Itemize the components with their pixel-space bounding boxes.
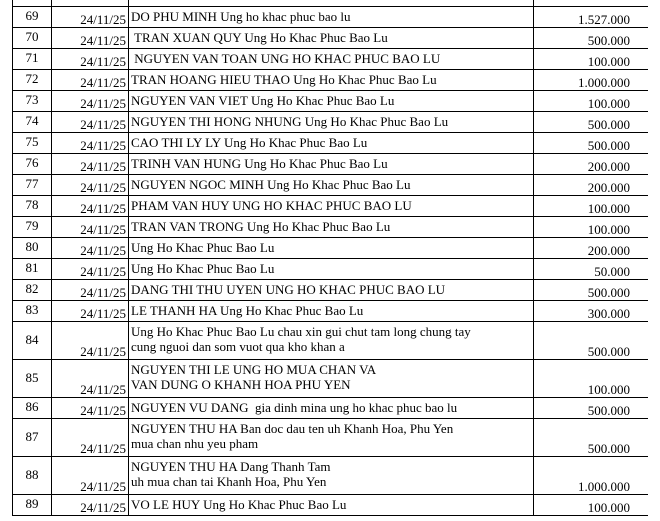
transaction-description bbox=[129, 49, 534, 70]
table-row bbox=[13, 301, 649, 322]
transaction-amount: 200.000 bbox=[534, 175, 649, 196]
row-number: 88 bbox=[13, 457, 52, 495]
donation-table-body bbox=[13, 0, 649, 516]
transaction-date: 24/11/25 bbox=[52, 70, 129, 91]
table-row bbox=[13, 280, 649, 301]
donation-table bbox=[12, 0, 648, 516]
row-number: 82 bbox=[13, 280, 52, 301]
description-line: NGUYEN THI LE UNG HO MUA CHAN VA bbox=[131, 362, 377, 377]
description-line: PHAM VAN HUY UNG HO KHAC PHUC BAO LU bbox=[131, 198, 412, 213]
transaction-date: 24/11/25 bbox=[52, 301, 129, 322]
transaction-amount: 100.000 bbox=[534, 49, 649, 70]
table-row bbox=[13, 360, 649, 398]
table-row bbox=[13, 49, 649, 70]
description-line: TRAN HOANG HIEU THAO Ung Ho Khac Phuc Bao Lu bbox=[131, 72, 437, 87]
transaction-amount: 1.000.000 bbox=[534, 70, 649, 91]
table-row bbox=[13, 495, 649, 516]
row-number: 73 bbox=[13, 91, 52, 112]
row-number: 76 bbox=[13, 154, 52, 175]
description-line: TRAN VAN TRONG Ung Ho Khac Phuc Bao Lu bbox=[131, 219, 391, 234]
table-row bbox=[13, 91, 649, 112]
table-row bbox=[13, 133, 649, 154]
transaction-description bbox=[129, 112, 534, 133]
transaction-amount: 500.000 bbox=[534, 133, 649, 154]
row-number: 71 bbox=[13, 49, 52, 70]
description-line: NGUYEN VAN TOAN UNG HO KHAC PHUC BAO LU bbox=[131, 51, 441, 66]
transaction-amount: 50.000 bbox=[534, 259, 649, 280]
transaction-amount: 500.000 bbox=[534, 398, 649, 419]
description-line: TRAN XUAN QUY Ung Ho Khac Phuc Bao Lu bbox=[131, 30, 388, 45]
transaction-description bbox=[129, 259, 534, 280]
description-line: VO LE HUY Ung Ho Khac Phuc Bao Lu bbox=[131, 497, 347, 512]
transaction-description bbox=[129, 175, 534, 196]
description-line: VAN DUNG O KHANH HOA PHU YEN bbox=[131, 377, 351, 392]
transaction-description bbox=[129, 360, 534, 398]
transaction-description bbox=[129, 154, 534, 175]
transaction-description bbox=[129, 70, 534, 91]
transaction-date: 24/11/25 bbox=[52, 217, 129, 238]
transaction-amount: 200.000 bbox=[534, 238, 649, 259]
transaction-amount: 100.000 bbox=[534, 196, 649, 217]
table-row bbox=[13, 457, 649, 495]
transaction-amount: 1.527.000 bbox=[534, 7, 649, 28]
description-line: NGUYEN VU DANG gia dinh mina ung ho khac phuc bao lu bbox=[131, 400, 458, 415]
transaction-date: 24/11/25 bbox=[52, 360, 129, 398]
description-line: Ung Ho Khac Phuc Bao Lu chau xin gui chut tam long chung tay bbox=[131, 324, 471, 339]
transaction-description bbox=[129, 238, 534, 259]
row-number: 78 bbox=[13, 196, 52, 217]
description-line: DANG THI THU UYEN UNG HO KHAC PHUC BAO LU bbox=[131, 282, 446, 297]
transaction-date: 24/11/25 bbox=[52, 154, 129, 175]
transaction-date: 24/11/25 bbox=[52, 495, 129, 516]
transaction-date: 24/11/25 bbox=[52, 133, 129, 154]
transaction-description bbox=[129, 301, 534, 322]
description-line: Ung Ho Khac Phuc Bao Lu bbox=[131, 261, 275, 276]
description-line: CAO THI LY LY Ung Ho Khac Phuc Bao Lu bbox=[131, 135, 368, 150]
row-number: 77 bbox=[13, 175, 52, 196]
transaction-date: 24/11/25 bbox=[52, 238, 129, 259]
transaction-description bbox=[129, 322, 534, 360]
transaction-description bbox=[129, 280, 534, 301]
description-line: Ung Ho Khac Phuc Bao Lu bbox=[131, 240, 275, 255]
transaction-date: 24/11/25 bbox=[52, 112, 129, 133]
transaction-description bbox=[129, 7, 534, 28]
table-row bbox=[13, 419, 649, 457]
description-line: uh mua chan tai Khanh Hoa, Phu Yen bbox=[131, 474, 327, 489]
row-number: 86 bbox=[13, 398, 52, 419]
table-row bbox=[13, 112, 649, 133]
table-row bbox=[13, 154, 649, 175]
transaction-amount: 300.000 bbox=[534, 301, 649, 322]
table-row bbox=[13, 28, 649, 49]
table-row bbox=[13, 322, 649, 360]
transaction-date: 24/11/25 bbox=[52, 419, 129, 457]
transaction-date: 24/11/25 bbox=[52, 457, 129, 495]
transaction-date: 24/11/25 bbox=[52, 280, 129, 301]
description-line: LE THANH HA Ung Ho Khac Phuc Bao Lu bbox=[131, 303, 364, 318]
table-row bbox=[13, 217, 649, 238]
description-line: NGUYEN THU HA Dang Thanh Tam bbox=[131, 459, 331, 474]
transaction-date: 24/11/25 bbox=[52, 28, 129, 49]
donation-statement-sheet bbox=[12, 0, 648, 521]
transaction-date: 24/11/25 bbox=[52, 196, 129, 217]
transaction-description bbox=[129, 419, 534, 457]
description-line: NGUYEN THI HONG NHUNG Ung Ho Khac Phuc Bao Lu bbox=[131, 114, 449, 129]
transaction-amount: 200.000 bbox=[534, 154, 649, 175]
row-number: 79 bbox=[13, 217, 52, 238]
transaction-date: 24/11/25 bbox=[52, 259, 129, 280]
description-line: NGUYEN VAN VIET Ung Ho Khac Phuc Bao Lu bbox=[131, 93, 395, 108]
transaction-amount: 500.000 bbox=[534, 322, 649, 360]
transaction-date: 24/11/25 bbox=[52, 398, 129, 419]
description-line: mua chan nhu yeu pham bbox=[131, 436, 259, 451]
row-number: 85 bbox=[13, 360, 52, 398]
transaction-amount: 100.000 bbox=[534, 360, 649, 398]
transaction-description bbox=[129, 217, 534, 238]
transaction-amount: 500.000 bbox=[534, 112, 649, 133]
transaction-description bbox=[129, 28, 534, 49]
transaction-description bbox=[129, 133, 534, 154]
transaction-amount: 1.000.000 bbox=[534, 457, 649, 495]
row-number: 80 bbox=[13, 238, 52, 259]
transaction-date: 24/11/25 bbox=[52, 322, 129, 360]
transaction-amount: 100.000 bbox=[534, 217, 649, 238]
transaction-date: 24/11/25 bbox=[52, 175, 129, 196]
row-number: 87 bbox=[13, 419, 52, 457]
row-number: 74 bbox=[13, 112, 52, 133]
row-number: 72 bbox=[13, 70, 52, 91]
description-line: DO PHU MINH Ung ho khac phuc bao lu bbox=[131, 9, 351, 24]
table-row bbox=[13, 238, 649, 259]
table-row bbox=[13, 259, 649, 280]
description-line: cung nguoi dan som vuot qua kho khan a bbox=[131, 339, 345, 354]
transaction-description bbox=[129, 196, 534, 217]
transaction-amount: 100.000 bbox=[534, 91, 649, 112]
transaction-amount: 100.000 bbox=[534, 495, 649, 516]
transaction-amount: 500.000 bbox=[534, 419, 649, 457]
table-row bbox=[13, 7, 649, 28]
description-line: NGUYEN THU HA Ban doc dau ten uh Khanh Hoa, Phu Yen bbox=[131, 421, 454, 436]
row-number: 81 bbox=[13, 259, 52, 280]
description-line: NGUYEN NGOC MINH Ung Ho Khac Phuc Bao Lu bbox=[131, 177, 411, 192]
row-number: 70 bbox=[13, 28, 52, 49]
transaction-date: 24/11/25 bbox=[52, 49, 129, 70]
table-row bbox=[13, 196, 649, 217]
transaction-description bbox=[129, 457, 534, 495]
row-number: 69 bbox=[13, 7, 52, 28]
table-row bbox=[13, 70, 649, 91]
row-number: 75 bbox=[13, 133, 52, 154]
row-number: 83 bbox=[13, 301, 52, 322]
transaction-description bbox=[129, 398, 534, 419]
transaction-description bbox=[129, 495, 534, 516]
row-number: 84 bbox=[13, 322, 52, 360]
row-number: 89 bbox=[13, 495, 52, 516]
table-row bbox=[13, 398, 649, 419]
transaction-description bbox=[129, 91, 534, 112]
transaction-amount: 500.000 bbox=[534, 280, 649, 301]
transaction-date: 24/11/25 bbox=[52, 7, 129, 28]
transaction-amount: 500.000 bbox=[534, 28, 649, 49]
transaction-date: 24/11/25 bbox=[52, 91, 129, 112]
table-row bbox=[13, 175, 649, 196]
description-line: TRINH VAN HUNG Ung Ho Khac Phuc Bao Lu bbox=[131, 156, 388, 171]
